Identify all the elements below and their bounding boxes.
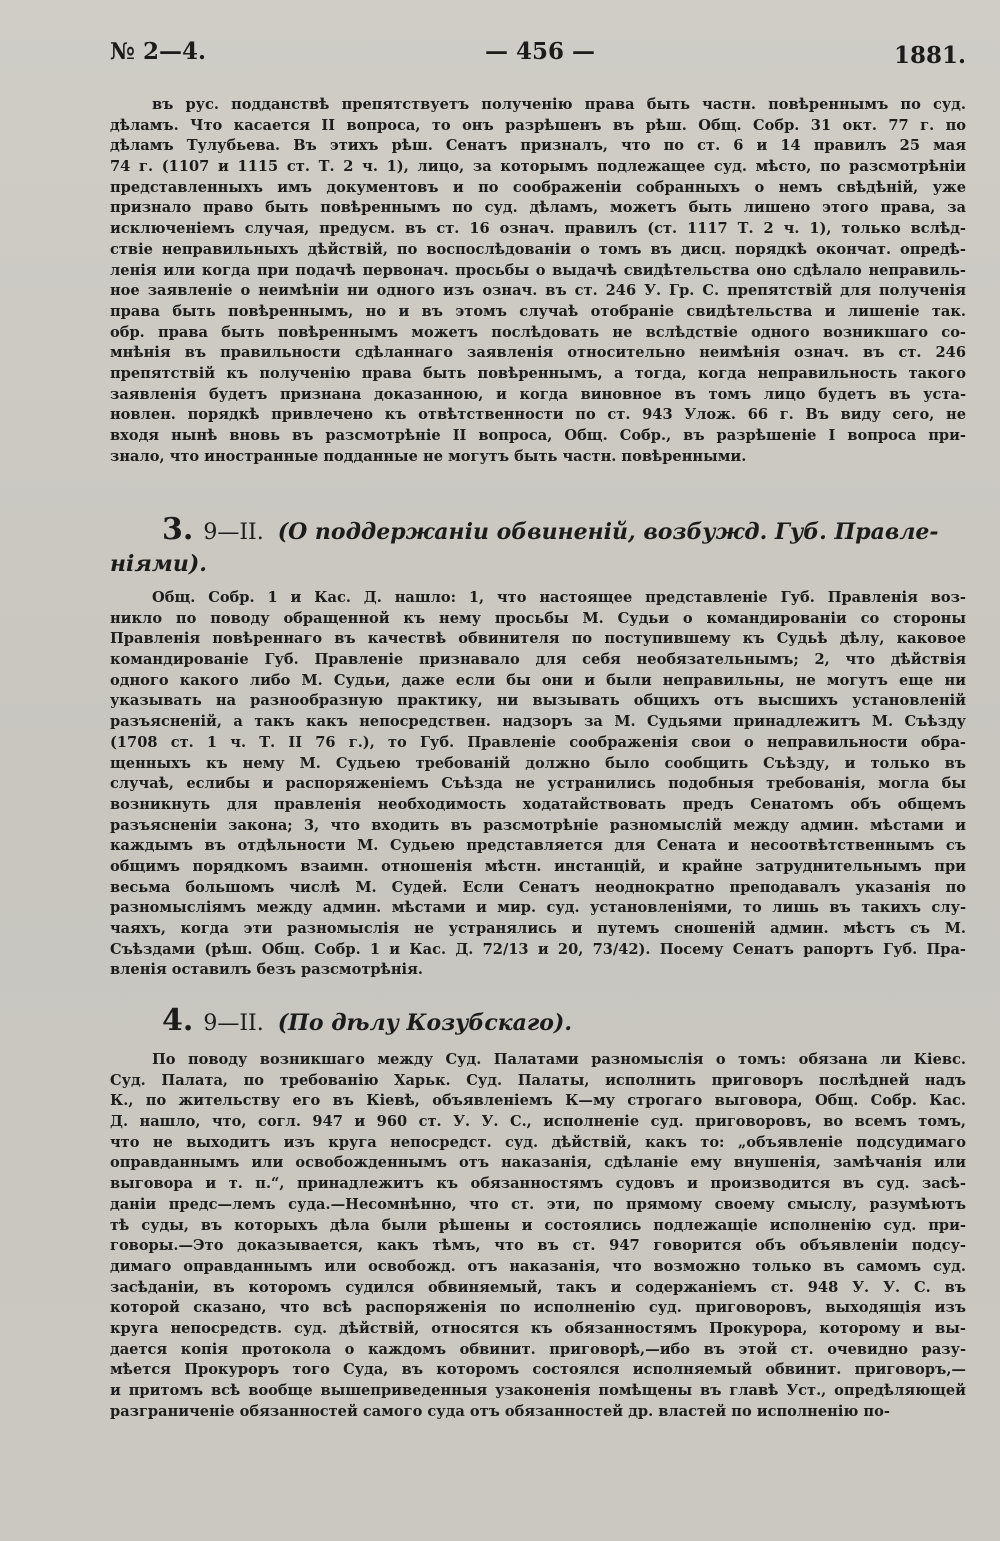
text-line: Д. нашло, что, согл. 947 и 960 ст. У. У. С., исполненіе суд. приговоровъ, во всемъ томъ, — [110, 1113, 966, 1131]
text-line: чаяхъ, когда эти разномыслія не устранялись и путемъ сношеній админ. мѣстъ съ М. — [110, 920, 966, 937]
text-line: входя нынѣ вновь въ разсмотрѣніе II вопроса, Общ. Собр., въ разрѣшеніе I вопроса при- — [110, 427, 966, 444]
text-line: дѣламъ. Что касается II вопроса, то онъ разрѣшенъ въ рѣш. Общ. Собр. 31 окт. 77 г. по — [110, 116, 966, 134]
text-line: круга непосредств. суд. дѣйствій, относятся къ обязанностямъ Прокурора, которому и вы- — [110, 1319, 966, 1337]
section-date: 9—II. — [203, 1011, 264, 1036]
text-line: ное заявленіе о неимѣніи ни одного изъ означ. въ ст. 246 У. Гр. С. препятствій для полученія — [110, 282, 966, 300]
issue-number: № 2—4. — [110, 38, 207, 65]
text-line: указывать на разнообразную практику, ни вызывать общихъ отъ высшихъ установленій — [110, 692, 966, 710]
text-line: Суд. Палата, по требованію Харьк. Суд. Палаты, исполнить приговоръ послѣдней надъ — [110, 1071, 966, 1089]
text-line: 74 г. (1107 и 1115 ст. Т. 2 ч. 1), лицо, за которымъ подлежащее суд. мѣсто, по разсмотрѣніи — [110, 158, 966, 176]
text-line: каждымъ въ отдѣльности М. Судьею представляется для Сената и несоотвѣтственнымъ съ — [110, 837, 966, 855]
text-line: выговора и т. п.“, принадлежитъ къ обязанностямъ судовъ и производится въ суд. засѣ- — [110, 1175, 966, 1193]
text-line: оправданнымъ или освобожденнымъ отъ наказанія, сдѣланіе ему внушенія, замѣчанія или — [110, 1154, 966, 1172]
page-number: — 456 — — [484, 38, 596, 65]
text-line: димаго оправданнымъ или освобожд. отъ наказанія, что возможно только въ самомъ суд. — [110, 1257, 966, 1275]
text-line: разграниченіе обязанностей самого суда отъ обязанностей др. властей по исполненію по- — [110, 1402, 890, 1420]
section-subject: (О поддержаніи обвиненій, возбужд. Губ. Правле- — [277, 519, 939, 545]
text-line: Съѣздами (рѣш. Общ. Собр. 1 и Кас. Д. 72/13 и 20, 73/42). Посему Сенатъ рапортъ Губ. Пра- — [110, 940, 966, 958]
text-line: щенныхъ къ нему М. Судьею требованій должно было сообщить Съѣзду, и только въ — [110, 754, 966, 772]
section-3-heading — [110, 512, 966, 577]
section-subject-continued: ніями). — [110, 551, 207, 577]
text-line: По поводу возникшаго между Суд. Палатами разномыслія о томъ: обязана ли Кіевс. — [152, 1051, 966, 1068]
text-line: одного какого либо М. Судьи, даже если бы они и были неправильны, не могутъ еще ни — [110, 671, 966, 689]
text-line: въ рус. подданствѣ препятствуетъ полученію права быть частн. повѣреннымъ по суд. — [152, 96, 966, 113]
text-line: разъясненій, а такъ какъ непосредствен. надзоръ за М. Судьями принадлежитъ М. Съѣзду — [110, 713, 966, 731]
text-line: командированіе Губ. Правленіе признавало для себя необязательнымъ; 2, что дѣйствія — [110, 651, 966, 669]
text-line: признало право быть повѣреннымъ по суд. дѣламъ, можетъ быть лишено этого права, за — [110, 199, 966, 217]
text-line: ленія или когда при подачѣ первонач. просьбы о выдачѣ свидѣтельства оно сдѣлало неправиль- — [110, 261, 966, 279]
section-date: 9—II. — [203, 520, 264, 545]
text-line: тѣ суды, въ которыхъ дѣла были рѣшены и состоялись подлежащіе исполненію суд. при- — [110, 1216, 966, 1234]
text-line: случаѣ, еслибы и распоряженіемъ Съѣзда не устранились подобныя требованія, могла бы — [110, 775, 966, 793]
page-header — [110, 38, 966, 78]
paragraph-block-1 — [110, 95, 966, 467]
text-line: Общ. Собр. 1 и Кас. Д. нашло: 1, что настоящее представленіе Губ. Правленія воз- — [152, 589, 966, 606]
text-line: дается копія протокола о каждомъ обвинит. приговорѣ,—ибо въ этой ст. очевидно разу- — [110, 1340, 966, 1358]
text-line: новлен. порядкѣ привлечено къ отвѣтственности по ст. 943 Улож. 66 г. Въ виду сего, не — [110, 406, 966, 424]
text-line: дѣламъ Тулубьева. Въ этихъ рѣш. Сенатъ призналъ, что по ст. 6 и 14 правилъ 25 мая — [110, 137, 966, 155]
text-line: разъясненіи закона; 3, что входить въ разсмотрѣніе разномыслій между админ. мѣстами и — [110, 816, 966, 834]
section-subject: (По дѣлу Козубскаго). — [277, 1010, 572, 1036]
text-line: возникнуть для правленія необходимость ходатайствовать предъ Сенатомъ объ общемъ — [110, 795, 966, 813]
text-line: которой сказано, что всѣ распоряженія по исполненію суд. приговоровъ, выходящія изъ — [110, 1299, 966, 1317]
section-number: 4. — [162, 1003, 194, 1038]
paragraph-block-2 — [110, 588, 966, 981]
text-line: мѣется Прокуроръ того Суда, въ которомъ состоялся исполняемый обвинит. приговоръ,— — [110, 1361, 966, 1379]
text-line: даніи предс—лемъ суда.—Несомнѣнно, что ст. эти, по прямому своему смыслу, разумѣютъ — [110, 1195, 966, 1213]
text-line: что не выходитъ изъ круга непосредст. суд. дѣйствій, какъ то: „объявленіе подсудимаго — [110, 1133, 966, 1151]
section-number: 3. — [162, 512, 194, 547]
text-line: мнѣнія въ правильности сдѣланнаго заявленія относительно неимѣнія означ. въ ст. 246 — [110, 344, 966, 362]
text-line: разномысліямъ между админ. мѣстами и мир. суд. установленіями, то лишь въ такихъ слу- — [110, 899, 966, 917]
text-line: говоры.—Это доказывается, какъ тѣмъ, что въ ст. 947 говорится объ объявленіи подсу- — [110, 1237, 966, 1255]
text-line: представленныхъ имъ документовъ и по соображеніи собранныхъ о немъ свѣдѣній, уже — [110, 178, 966, 196]
text-line: права быть повѣреннымъ, но и въ этомъ случаѣ отобраніе свидѣтельства и лишеніе так. — [110, 302, 966, 320]
text-line: общимъ порядкомъ взаимн. отношенія мѣстн. инстанцій, и крайне затруднительнымъ при — [110, 857, 966, 875]
year: 1881. — [893, 42, 966, 69]
text-line: обр. права быть повѣреннымъ можетъ послѣдовать не вслѣдствіе одного возникшаго со- — [110, 323, 966, 341]
paragraph-block-3 — [110, 1050, 966, 1422]
text-line: знало, что иностранные подданные не могутъ быть частн. повѣренными. — [110, 447, 747, 465]
section-4-heading — [110, 1003, 966, 1038]
text-line: (1708 ст. 1 ч. Т. II 76 г.), то Губ. Правленіе соображенія свои о неправильности обра- — [110, 733, 966, 751]
text-line: весьма большомъ числѣ М. Судей. Если Сенатъ неоднократно преподавалъ указанія по — [110, 878, 966, 896]
text-line: никло по поводу обращенной къ нему просьбы М. Судьи о командированіи со стороны — [110, 609, 966, 627]
text-line: и притомъ всѣ вообще вышеприведенныя узаконенія помѣщены въ главѣ Уст., опредѣляющей — [110, 1382, 966, 1399]
text-line: засѣданіи, въ которомъ судился обвиняемый, такъ и содержаніемъ ст. 948 У. У. С. въ — [110, 1278, 966, 1296]
text-line: ствіе неправильныхъ дѣйствій, по воспослѣдованіи о томъ въ дисц. порядкѣ окончат. опредѣ- — [110, 240, 966, 258]
text-line: Правленія повѣреннаго въ качествѣ обвинителя по поступившему къ Судьѣ дѣлу, каковое — [110, 630, 966, 648]
text-line: исключеніемъ случая, предусм. въ ст. 16 означ. правилъ (ст. 1117 Т. 2 ч. 1), только вслѣд- — [110, 220, 966, 238]
text-line: К., по жительству его въ Кіевѣ, объявленіемъ К—му строгаго выговора, Общ. Собр. Кас. — [110, 1092, 966, 1110]
text-line: препятствій къ полученію права быть повѣреннымъ, а тогда, когда неправильность такого — [110, 364, 966, 382]
text-line: заявленія будетъ признана доказанною, и когда виновное въ томъ лицо будетъ въ уста- — [110, 385, 966, 403]
text-line: вленія оставилъ безъ разсмотрѣнія. — [110, 961, 423, 979]
